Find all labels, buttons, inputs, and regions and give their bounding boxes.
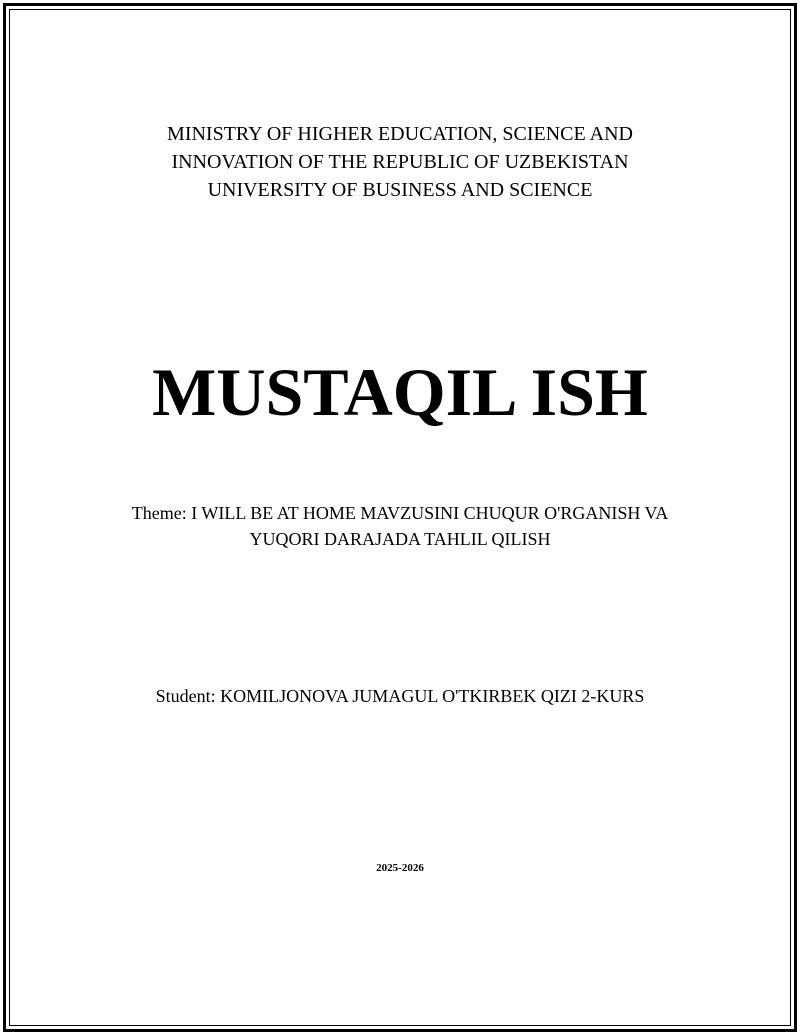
academic-year: 2025-2026 xyxy=(376,862,424,874)
theme-block xyxy=(0,500,800,552)
document-title: MUSTAQIL ISH xyxy=(152,354,648,430)
theme-line-2: YUQORI DARAJADA TAHLIL QILISH xyxy=(249,529,551,549)
institution-header xyxy=(0,120,800,204)
theme-line-1: Theme: I WILL BE AT HOME MAVZUSINI CHUQUR O'RGANISH VA xyxy=(131,503,669,523)
student-info: Student: KOMILJONOVA JUMAGUL O'TKIRBEK QIZI 2-KURS xyxy=(155,686,645,706)
header-line-innovation: INNOVATION OF THE REPUBLIC OF UZBEKISTAN xyxy=(171,151,629,173)
header-line-ministry: MINISTRY OF HIGHER EDUCATION, SCIENCE AND xyxy=(167,123,633,145)
header-line-university: UNIVERSITY OF BUSINESS AND SCIENCE xyxy=(207,179,593,201)
